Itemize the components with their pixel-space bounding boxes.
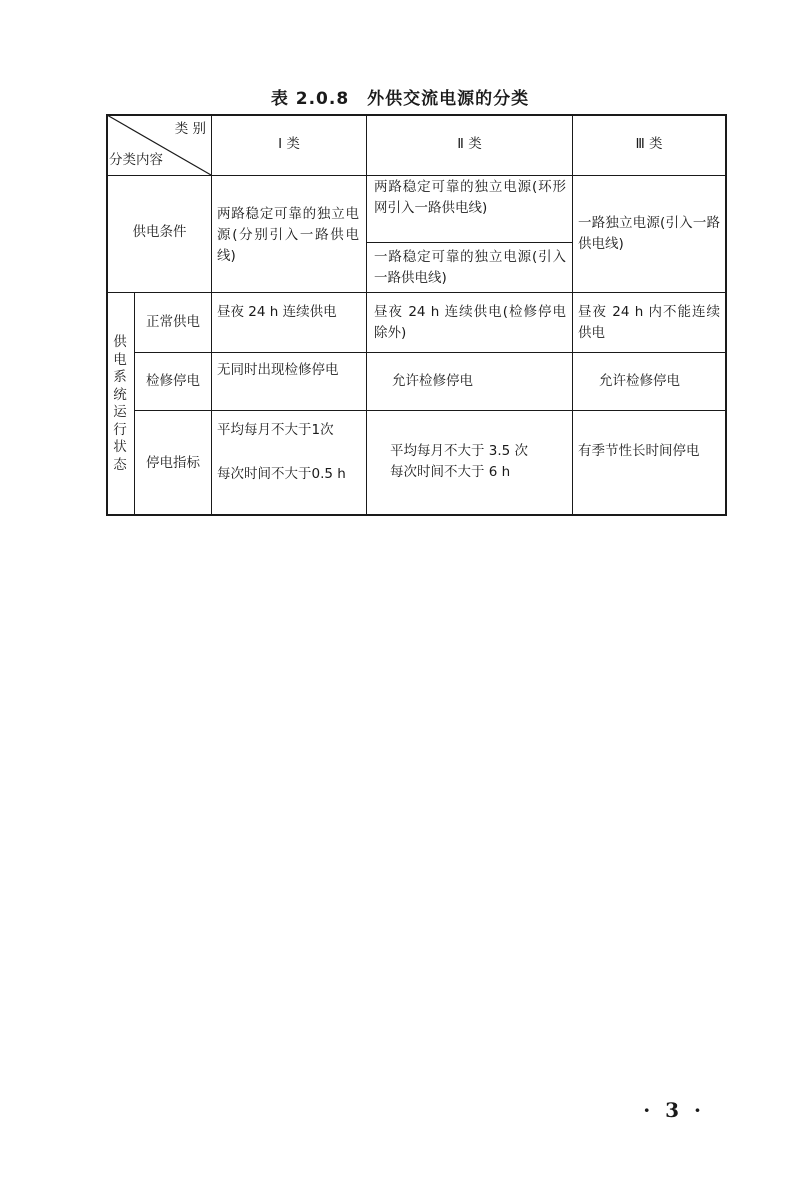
header-class2: Ⅱ 类 xyxy=(457,136,482,152)
supply-condition-class2b: 一路稳定可靠的独立电源(引入一路供电线) xyxy=(374,249,566,286)
supply-condition-label: 供电条件 xyxy=(132,224,187,240)
outage-indicator-class3: 有季节性长时间停电 xyxy=(578,443,700,459)
supply-condition-class2a: 两路稳定可靠的独立电源(环形网引入一路供电线) xyxy=(374,179,566,216)
table-title xyxy=(0,84,800,109)
maintenance-outage-class1: 无同时出现检修停电 xyxy=(217,362,339,378)
outage-indicator-class1-duration: 每次时间不大于0.5 h xyxy=(217,466,346,482)
rule-col-class2 xyxy=(572,114,573,516)
rule-class2-split xyxy=(366,242,572,243)
rule-maintenance-bottom xyxy=(134,410,727,411)
table-border-bottom xyxy=(106,514,727,516)
header-content-label: 分类内容 xyxy=(109,152,163,168)
table-caption: 外供交流电源的分类 xyxy=(367,89,530,109)
supply-condition-class3: 一路独立电源(引入一路供电线) xyxy=(578,215,720,252)
operation-status-group-label: 供电系统运行状态 xyxy=(113,334,127,473)
header-class1: Ⅰ 类 xyxy=(278,136,300,152)
supply-condition-class1: 两路稳定可靠的独立电源(分别引入一路供电线) xyxy=(217,206,359,264)
normal-supply-class2: 昼夜 24 h 连续供电(检修停电除外) xyxy=(374,304,566,341)
maintenance-outage-class2: 允许检修停电 xyxy=(392,373,473,389)
power-classification-table xyxy=(106,114,727,516)
maintenance-outage-label: 检修停电 xyxy=(146,373,200,389)
maintenance-outage-class3: 允许检修停电 xyxy=(599,373,680,389)
rule-supply-bottom xyxy=(106,292,727,293)
rule-normal-bottom xyxy=(134,352,727,353)
outage-indicator-class1-frequency: 平均每月不大于1次 xyxy=(217,422,334,438)
outage-indicator-class2-duration: 每次时间不大于 6 h xyxy=(390,464,511,480)
normal-supply-class3: 昼夜 24 h 内不能连续供电 xyxy=(578,304,720,341)
normal-supply-label: 正常供电 xyxy=(146,314,200,330)
header-category-label: 类 别 xyxy=(174,121,206,137)
header-class3: Ⅲ 类 xyxy=(635,136,663,152)
outage-indicator-label: 停电指标 xyxy=(146,455,200,471)
rule-col-class1 xyxy=(366,114,367,516)
table-number: 表 2.0.8 xyxy=(270,89,350,109)
page-number: · 3 · xyxy=(643,1098,705,1122)
outage-indicator-class2-frequency: 平均每月不大于 3.5 次 xyxy=(390,443,529,459)
normal-supply-class1: 昼夜 24 h 连续供电 xyxy=(217,304,337,320)
